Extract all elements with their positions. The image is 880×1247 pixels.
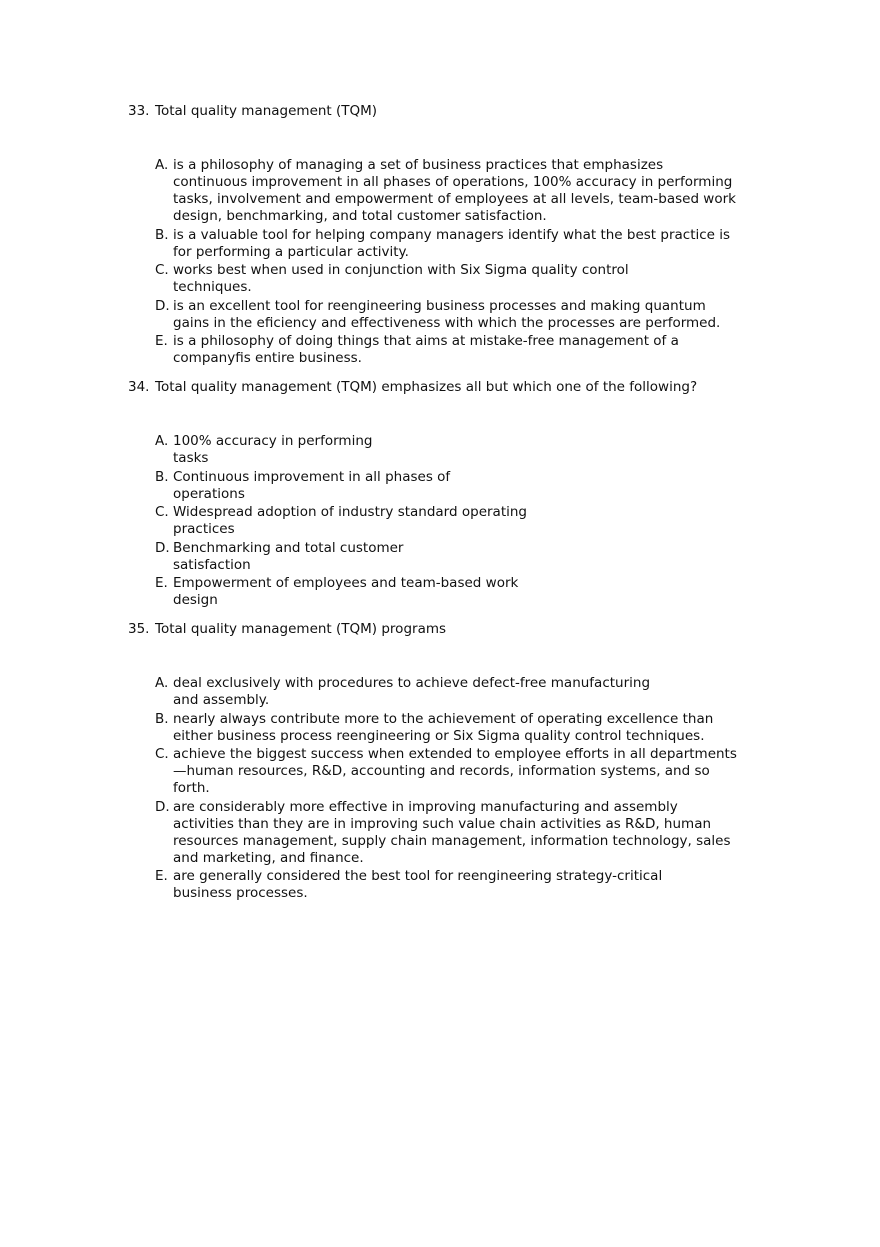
option-text-line: is a valuable tool for helping company managers identify what the best practice is: [173, 226, 731, 243]
option-text-line: design, benchmarking, and total customer satisfaction.: [173, 208, 547, 224]
option-letter: D.: [155, 539, 170, 556]
question-stem: [128, 379, 808, 396]
option-text-line: tasks: [173, 450, 209, 466]
option-text-line: deal exclusively with procedures to achieve defect-free manufacturing: [173, 675, 651, 691]
answer-option: [155, 262, 808, 296]
option-text-line: tasks, involvement and empowerment of employees at all levels, team-based work: [173, 191, 736, 207]
answer-option: [155, 711, 808, 745]
option-text: [173, 711, 713, 745]
option-text: [173, 746, 737, 797]
question-stem: [128, 103, 808, 120]
option-text-line: resources management, supply chain management, information technology, sales: [173, 832, 731, 849]
option-text-line: Empowerment of employees and team-based work: [173, 575, 519, 591]
question-text: Total quality management (TQM) emphasizes all but which one of the following?: [155, 379, 698, 395]
answer-option: [155, 675, 808, 709]
question-number: 34.: [128, 379, 150, 395]
question-text: Total quality management (TQM): [155, 103, 378, 119]
option-text-line: nearly always contribute more to the achievement of operating excellence than: [173, 710, 714, 727]
option-text-line: are considerably more effective in improving manufacturing and assembly: [173, 798, 678, 815]
answer-option: [155, 746, 808, 797]
question-text: Total quality management (TQM) programs: [155, 621, 447, 637]
option-text-line: works best when used in conjunction with Six Sigma quality control: [173, 262, 629, 278]
option-text-line: are generally considered the best tool for reengineering strategy-critical: [173, 868, 663, 884]
option-text-line: practices: [173, 521, 235, 537]
option-text-line: satisfaction: [173, 556, 251, 573]
option-text-line: design: [173, 592, 218, 608]
option-letter: B.: [155, 468, 169, 485]
option-text: [173, 575, 518, 609]
option-text-line: and marketing, and finance.: [173, 849, 364, 866]
option-text: [173, 227, 730, 261]
question-34: [128, 379, 808, 611]
option-text-line: is a philosophy of doing things that aims at mistake-free management of a: [173, 333, 679, 349]
question-number: 33.: [128, 103, 150, 119]
option-text-line: —human resources, R&D, accounting and records, information systems, and so: [173, 763, 710, 779]
option-letter: A.: [155, 433, 169, 449]
option-text-line: Benchmarking and total customer: [173, 539, 404, 556]
option-letter: E.: [155, 868, 168, 884]
question-stem: [128, 621, 808, 638]
option-letter: C.: [155, 504, 169, 520]
option-text-line: gains in the eficiency and effectiveness with which the processes are performed.: [173, 314, 721, 331]
option-text: [173, 540, 403, 574]
option-text: [173, 262, 629, 296]
option-text: [173, 675, 650, 709]
question-number: 35.: [128, 621, 150, 637]
question-33: [128, 103, 808, 369]
option-text-line: 100% accuracy in performing: [173, 433, 373, 449]
option-letter: B.: [155, 226, 169, 243]
option-text-line: and assembly.: [173, 692, 270, 708]
answer-options: [155, 675, 808, 902]
option-letter: D.: [155, 297, 170, 314]
option-letter: C.: [155, 746, 169, 762]
option-letter: E.: [155, 575, 168, 591]
option-text-line: activities than they are in improving such value chain activities as R&D, human: [173, 815, 712, 832]
option-letter: A.: [155, 675, 169, 691]
answer-option: [155, 333, 808, 367]
option-text-line: Continuous improvement in all phases of: [173, 468, 451, 485]
answer-option: [155, 227, 808, 261]
answer-option: [155, 504, 808, 538]
option-text: [173, 433, 372, 467]
option-text-line: achieve the biggest success when extended to employee efforts in all departments: [173, 746, 737, 762]
option-text-line: operations: [173, 485, 245, 502]
option-text-line: Widespread adoption of industry standard operating: [173, 504, 527, 520]
option-text: [173, 868, 662, 902]
answer-options: [155, 157, 808, 367]
option-text-line: forth.: [173, 780, 210, 796]
option-letter: D.: [155, 798, 170, 815]
answer-option: [155, 469, 808, 503]
answer-option: [155, 540, 808, 574]
option-text: [173, 157, 736, 225]
option-text-line: for performing a particular activity.: [173, 243, 409, 260]
option-text-line: techniques.: [173, 279, 252, 295]
option-text: [173, 333, 679, 367]
answer-option: [155, 298, 808, 332]
question-35: [128, 621, 808, 904]
option-text-line: business processes.: [173, 885, 308, 901]
option-text-line: continuous improvement in all phases of operations, 100% accuracy in performing: [173, 174, 733, 190]
answer-option: [155, 868, 808, 902]
option-text: [173, 504, 527, 538]
option-letter: A.: [155, 157, 169, 173]
option-letter: C.: [155, 262, 169, 278]
option-text: [173, 799, 731, 867]
answer-option: [155, 157, 808, 225]
option-text: [173, 469, 450, 503]
answer-option: [155, 799, 808, 867]
option-letter: E.: [155, 333, 168, 349]
answer-option: [155, 433, 808, 467]
answer-options: [155, 433, 808, 609]
answer-option: [155, 575, 808, 609]
option-text: [173, 298, 720, 332]
option-text-line: is an excellent tool for reengineering business processes and making quantum: [173, 297, 706, 314]
option-letter: B.: [155, 710, 169, 727]
option-text-line: companyfis entire business.: [173, 350, 362, 366]
option-text-line: is a philosophy of managing a set of business practices that emphasizes: [173, 157, 664, 173]
option-text-line: either business process reengineering or Six Sigma quality control techniques.: [173, 727, 705, 744]
